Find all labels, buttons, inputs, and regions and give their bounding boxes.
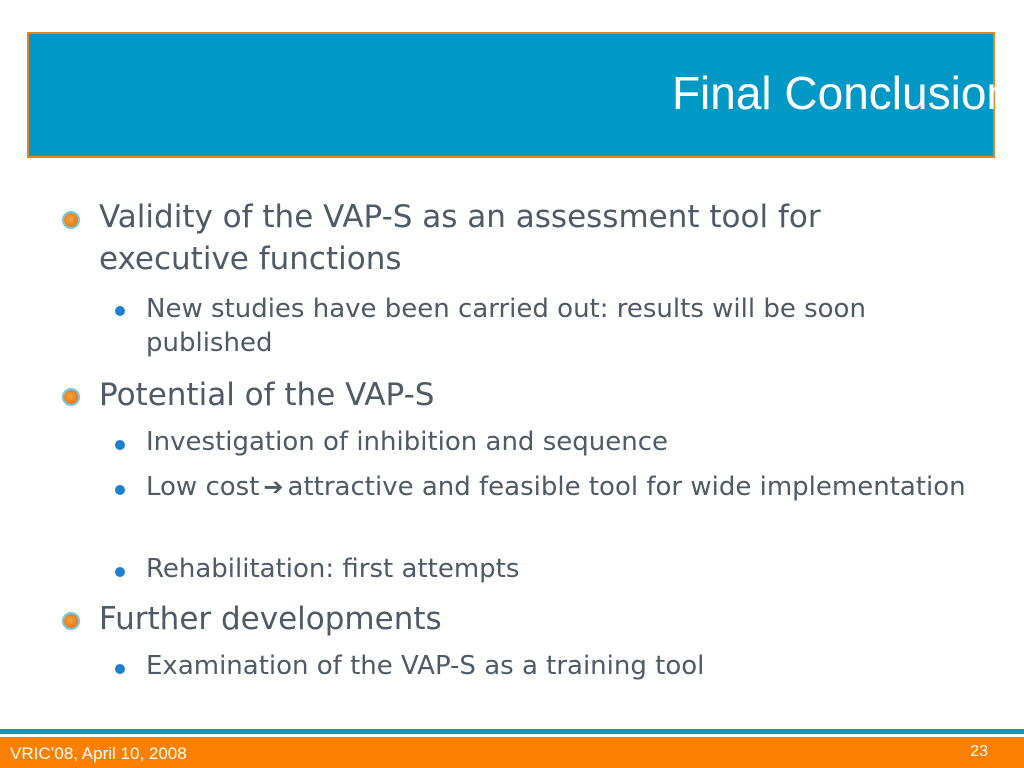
arrow-right-icon: ➔: [263, 473, 284, 501]
sub-bullet-new-studies: New studies have been carried out: results will be soon published: [146, 294, 866, 358]
bullet-validity: Validity of the VAP-S as an assessment tool for executive functions: [99, 199, 821, 277]
blue-dot-icon: [115, 485, 125, 495]
low-cost-text: Low cost: [146, 472, 260, 502]
blue-dot-icon: [115, 664, 125, 674]
orange-bullet-icon: [64, 614, 78, 628]
blue-dot-icon: [115, 306, 125, 316]
bullet-further-developments: Further developments: [99, 601, 442, 637]
footer-conference: VRIC’08, April 10, 2008: [10, 744, 187, 763]
sub-bullet-rehabilitation: Rehabilitation: first attempts: [146, 554, 520, 584]
footer-bar: [0, 737, 1024, 768]
blue-dot-icon: [115, 567, 125, 577]
page-number: 23: [970, 743, 988, 760]
blue-dot-icon: [115, 440, 125, 450]
footer-divider: [0, 729, 1024, 734]
sub-bullet-examination: Examination of the VAP-S as a training tool: [146, 651, 705, 681]
slide-title: Final Conclusion: [671, 67, 1012, 119]
sub-bullet-investigation: Investigation of inhibition and sequence: [146, 427, 668, 457]
low-cost-result-text: attractive and feasible tool for wide implementation: [287, 472, 966, 502]
orange-bullet-icon: [64, 390, 78, 404]
bullet-potential: Potential of the VAP-S: [99, 377, 435, 413]
orange-bullet-icon: [64, 213, 78, 227]
sub-bullet-low-cost: [146, 470, 986, 504]
